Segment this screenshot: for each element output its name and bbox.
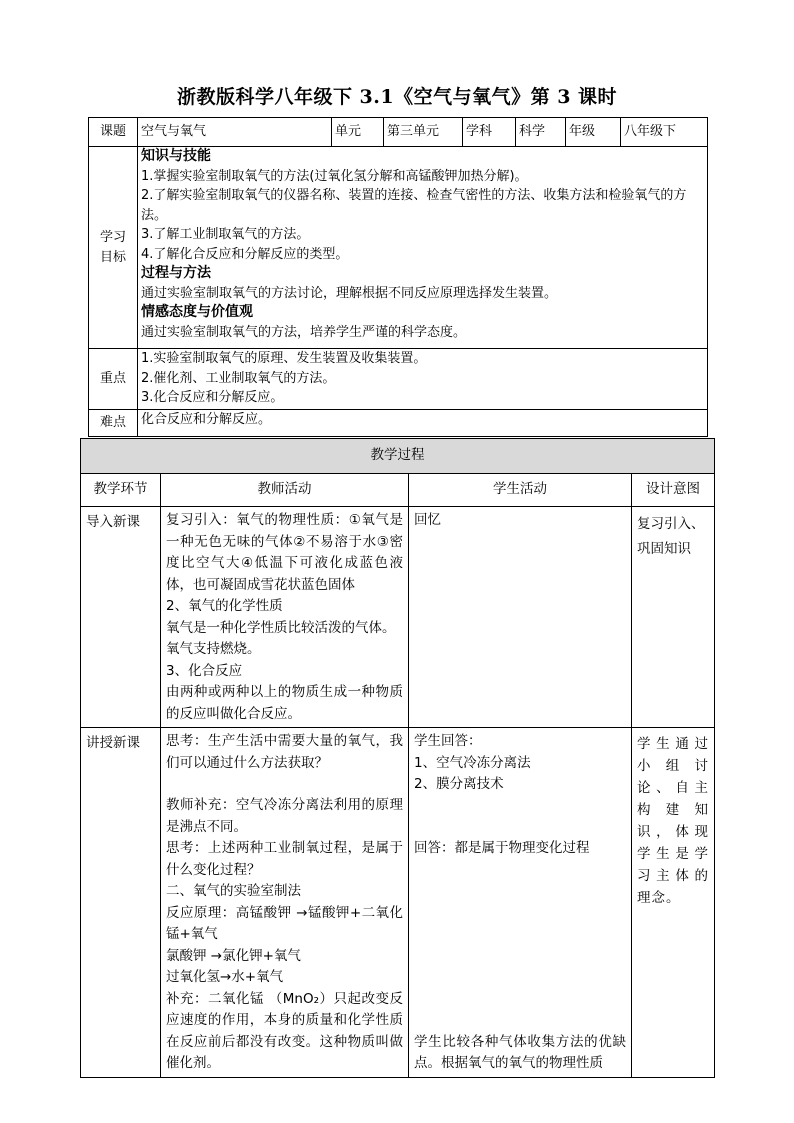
student-line: 1、空气冷冻分离法: [414, 754, 531, 771]
attitude-text: 通过实验室制取氧气的方法，培养学生严谨的科学态度。: [141, 324, 467, 340]
student-activity-cell: [409, 507, 632, 728]
column-header-student: 学生活动: [409, 474, 632, 507]
objectives-content: [138, 147, 708, 349]
key-point-item: 2.催化剂、工业制取氧气的方法。: [141, 370, 336, 386]
grade-value: 八年级下: [621, 118, 708, 147]
student-spacer: [414, 796, 626, 838]
teacher-line: 教师补充：空气冷冻分离法利用的原理是沸点不同。: [166, 797, 403, 835]
teacher-spacer: [166, 774, 403, 795]
teacher-line: 思考：生产生活中需要大量的氧气，我们可以通过什么方法获取？: [166, 733, 403, 771]
student-line: 学生比较各种气体收集方法的优缺点。根据氧气的氧气的物理性质: [414, 1033, 626, 1071]
knowledge-item: 2.了解实验室制取氧气的仪器名称、装置的连接、检查气密性的方法、收集方法和检验氧气的方法。: [141, 188, 687, 223]
column-header-teacher: 教师活动: [161, 474, 409, 507]
objectives-label-line2: 目标: [99, 249, 126, 265]
knowledge-item: 3.了解工业制取氧气的方法。: [141, 227, 310, 242]
teacher-line: 过氧化氢→水+氧气: [166, 969, 284, 985]
student-line: 回答：都是属于物理变化过程: [414, 839, 590, 856]
unit-label: 单元: [332, 118, 384, 147]
difficult-label: 难点: [89, 410, 138, 437]
intent-line: 巩固知识: [637, 541, 691, 557]
process-heading-cell: 教学过程: [81, 439, 715, 474]
knowledge-heading: 知识与技能: [141, 148, 211, 164]
intent-cell: [632, 507, 715, 728]
key-point-item: 3.化合反应和分解反应。: [141, 390, 284, 405]
teacher-activity-cell: [161, 507, 409, 728]
teacher-line: 复习引入：氧气的物理性质：①氧气是一种无色无味的气体②不易溶于水③密度比空气大④低温下可液化成蓝色液体，也可凝固成雪花状蓝色固体: [166, 512, 403, 593]
student-line: 回忆: [414, 512, 441, 528]
unit-value: 第三单元: [384, 118, 463, 147]
objectives-label: [89, 147, 138, 349]
student-line: 学生回答：: [414, 733, 482, 749]
key-points-content: [138, 349, 708, 410]
stage-cell: 导入新课: [81, 507, 161, 728]
intent-cell: 学生通过小组讨论、自主构建知识，体现学生是学习主体的理念。: [632, 728, 715, 1078]
process-heading: 过程与方法: [141, 265, 211, 281]
teacher-line: 3、化合反应: [166, 662, 243, 679]
grade-label: 年级: [566, 118, 621, 147]
teacher-line: 二、氧气的实验室制法: [166, 883, 301, 899]
process-text: 通过实验室制取氧气的方法讨论，理解根据不同反应原理选择发生装置。: [141, 285, 558, 301]
document-title: 浙教版科学八年级下 3.1《空气与氧气》第 3 课时: [176, 86, 618, 108]
subject-value: 科学: [516, 118, 566, 147]
teacher-line: 补充：二氧化锰 （MnO₂）只起改变反应速度的作用，本身的质量和化学性质在反应前后都没有改变。这种物质叫做催化剂。: [166, 990, 403, 1071]
teacher-line: 氧气是一种化学性质比较活泼的气体。: [166, 619, 396, 636]
column-header-intent: 设计意图: [632, 474, 715, 507]
column-header-stage: 教学环节: [81, 474, 161, 507]
intent-line: 复习引入、: [637, 516, 705, 532]
key-points-label: 重点: [89, 349, 138, 410]
course-label: 课题: [89, 118, 138, 147]
difficult-text: 化合反应和分解反应。: [138, 410, 708, 437]
objectives-label-line1: 学习: [99, 230, 126, 245]
teacher-line: 氯酸钾 →氯化钾+氧气: [166, 947, 301, 964]
student-activity-cell: [409, 728, 632, 1078]
subject-label: 学科: [463, 118, 516, 147]
student-line: 2、膜分离技术: [414, 776, 504, 792]
lesson-info-table: [88, 117, 708, 437]
attitude-heading: 情感态度与价值观: [141, 304, 253, 320]
course-value: 空气与氧气: [138, 118, 332, 147]
teaching-process-table: [80, 438, 715, 1078]
teacher-line: 氧气支持燃烧。: [166, 641, 261, 657]
stage-cell: 讲授新课: [81, 728, 161, 1078]
teacher-line: 反应原理：高锰酸钾 →锰酸钾+二氧化锰+氧气: [166, 904, 403, 942]
teacher-line: 2、氧气的化学性质: [166, 598, 283, 614]
teacher-activity-cell: [161, 728, 409, 1078]
teacher-line: 由两种或两种以上的物质生成一种物质的反应叫做化合反应。: [166, 684, 403, 722]
knowledge-item: 4.了解化合反应和分解反应的类型。: [141, 246, 349, 262]
knowledge-item: 1.掌握实验室制取氧气的方法(过氧化氢分解和高锰酸钾加热分解)。: [141, 168, 528, 184]
key-point-item: 1.实验室制取氧气的原理、发生装置及收集装置。: [141, 351, 427, 366]
teacher-line: 思考：上述两种工业制氧过程，是属于什么变化过程？: [166, 840, 403, 878]
